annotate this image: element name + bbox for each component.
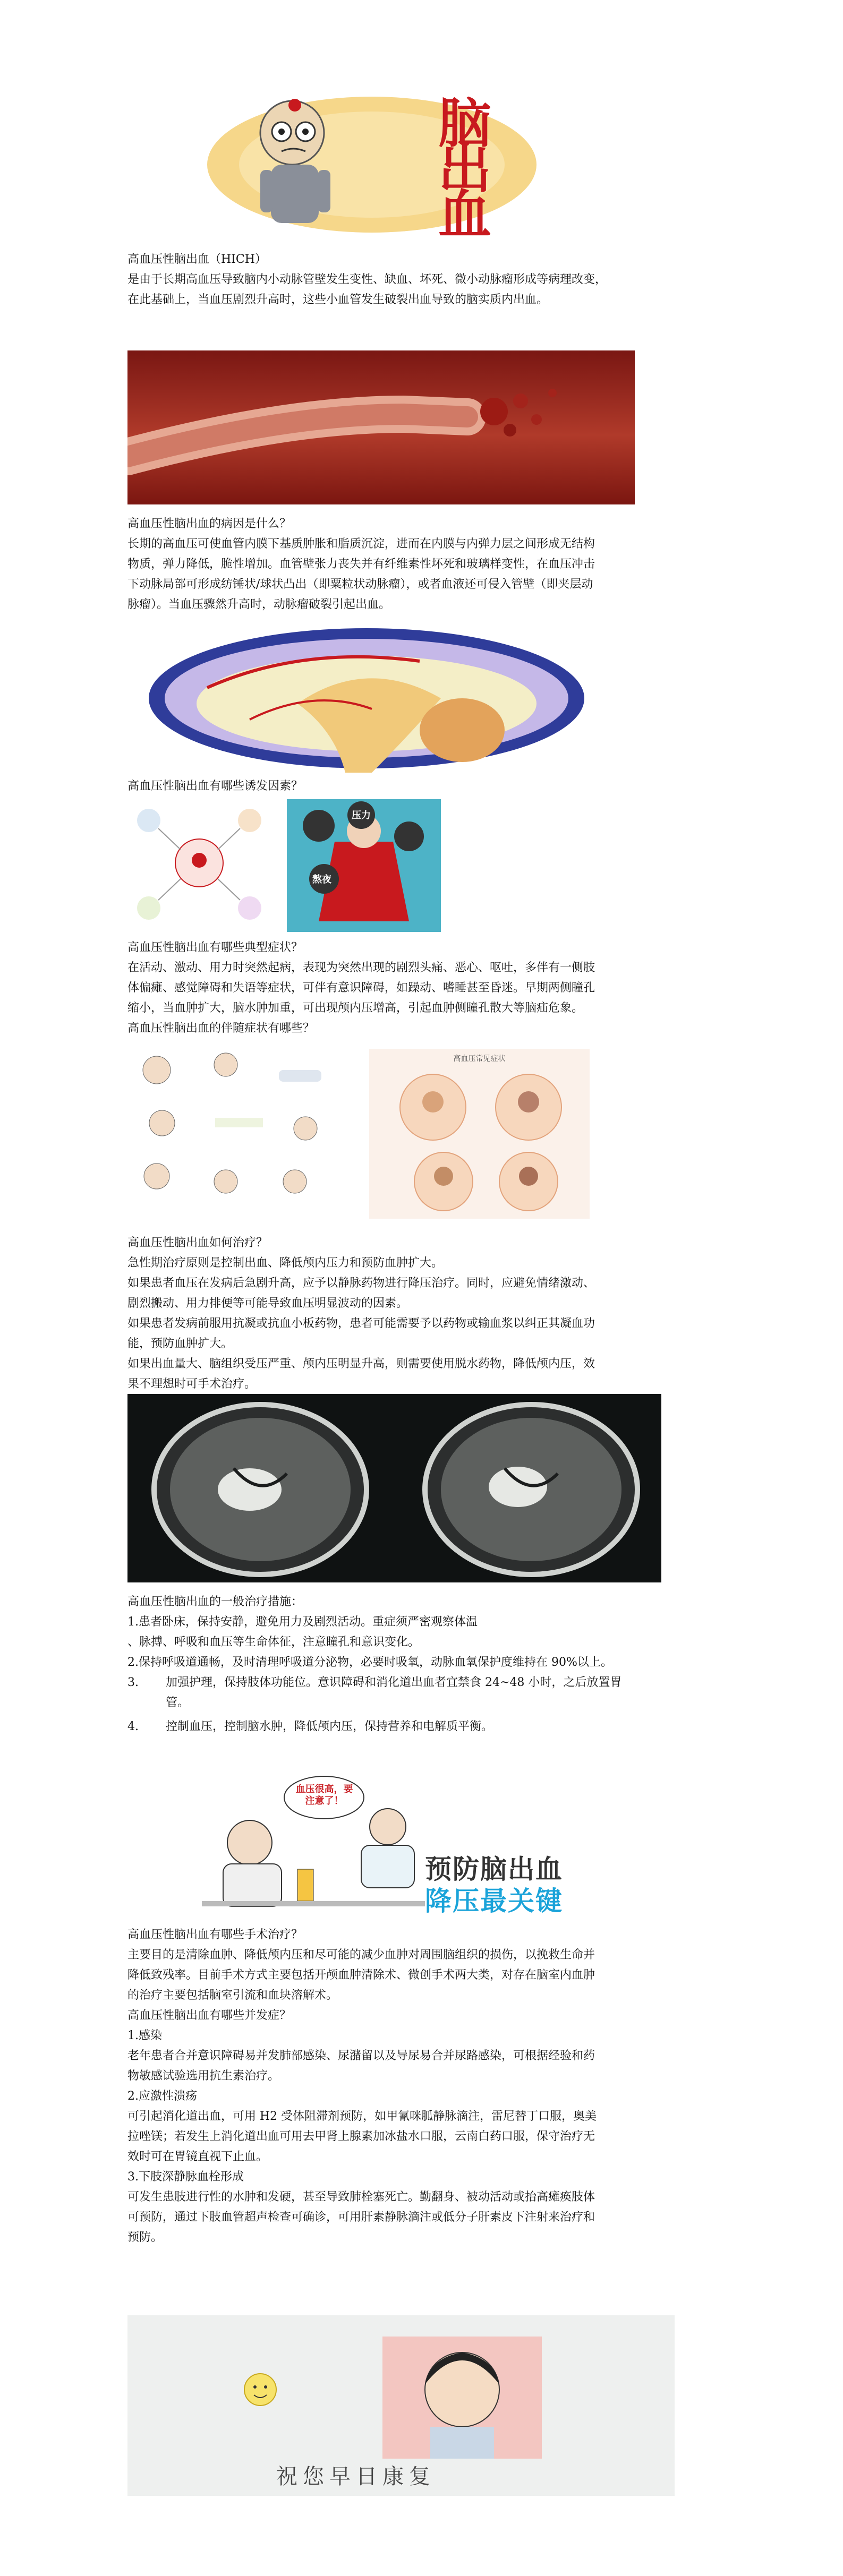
brain-illustration [143, 624, 592, 773]
prevention-banner [202, 1768, 606, 1914]
list-item-text: 保持呼吸道通畅，及时清理呼吸道分泌物，必要时吸氧，动脉血氧保护度维持在 90%以上。 [139, 1656, 612, 1669]
trigger-label-late-night: 熬夜 [312, 874, 331, 885]
closing-text: 祝您早日康复 [276, 2464, 436, 2489]
section-complications [127, 2006, 722, 2248]
paragraph-line: 预防。 [127, 2231, 163, 2244]
section-symptoms [127, 938, 722, 1039]
closing-banner [127, 2315, 675, 2496]
list-item [127, 1612, 722, 1632]
paragraph-line: 下动脉局部可形成纺锤状/球状凸出（即粟粒状动脉瘤），或者血液还可侵入管壁（即夹层动 [127, 578, 593, 591]
paragraph-line: 主要目的是清除血肿、降低颅内压和尽可能的减少血肿对周围脑组织的损伤，以挽救生命并 [127, 1948, 595, 1962]
paragraph-line: 的治疗主要包括脑室引流和血块溶解术。 [127, 1989, 338, 2002]
list-item-text: 、脉搏、呼吸和血压等生命体征，注意瞳孔和意识变化。 [127, 1636, 420, 1649]
paragraph-line: 降低致残率。目前手术方式主要包括开颅血肿清除术、微创手术两大类，对存在脑室内血肿 [127, 1969, 595, 1982]
list-item-number: 4. [127, 1720, 139, 1733]
symptoms-people-illustration [369, 1049, 590, 1219]
section-surgery [127, 1925, 722, 2006]
paragraph-line: 如果出血量大、脑组织受压严重、颅内压明显升高，则需要使用脱水药物，降低颅内压，效 [127, 1357, 595, 1371]
symptoms-image-title: 高血压常见症状 [453, 1055, 506, 1063]
complication-heading: 3.下肢深静脉血栓形成 [127, 2170, 244, 2184]
paragraph-line: 可发生患肢进行性的水肿和发硬，甚至导致肺栓塞死亡。勤翻身、被动活动或抬高瘫痪肢体 [127, 2190, 595, 2204]
paragraph-line: 剧烈搬动、用力排便等可能导致血压明显波动的因素。 [127, 1297, 408, 1310]
paragraph-line: 物敏感试验选用抗生素治疗。 [127, 2069, 280, 2083]
paragraph-line: 果不理想时可手术治疗。 [127, 1377, 257, 1391]
hero-logo-text [398, 92, 531, 239]
paragraph-line: 如果患者发病前服用抗凝或抗血小板药物，患者可能需要予以药物或输血浆以纠正其凝血功 [127, 1317, 595, 1330]
paragraph-line: 老年患者合并意识障碍易并发肺部感染、尿潴留以及导尿易合并尿路感染，可根据经验和药 [127, 2049, 595, 2062]
section-title: 高血压性脑出血有哪些手术治疗？ [127, 1928, 303, 1941]
paragraph-line: 可引起消化道出血，可用 H2 受体阻滞剂预防，如甲氰咪胍静脉滴注，雷尼替丁口服，奥美 [127, 2110, 597, 2123]
stress-illustration [287, 799, 441, 932]
paragraph-line: 缩小，当血肿扩大，脑水肿加重，可出现颅内压增高，引起血肿侧瞳孔散大等脑疝危象。 [127, 1002, 584, 1015]
hero-logo-char: 脑 [438, 92, 491, 155]
complication-heading: 2.应激性溃疡 [127, 2090, 197, 2103]
section-triggers [127, 776, 722, 797]
symptoms-icons-grid [135, 1049, 348, 1219]
section-intro [127, 250, 722, 310]
paragraph-line: 是由于长期高血压导致脑内小动脉管壁发生变性、缺血、坏死、微小动脉瘤形成等病理改变， [127, 273, 607, 286]
speech-bubble-text: 血压很高，要注意了！ [295, 1784, 353, 1806]
list-item [127, 1632, 722, 1653]
paragraph-line: 可预防，通过下肢血管超声检查可确诊，可用肝素静脉滴注或低分子肝素皮下注射来治疗和 [127, 2211, 595, 2224]
section-title: 高血压性脑出血有哪些并发症？ [127, 2009, 292, 2022]
paragraph-line: 在活动、激动、用力时突然起病，表现为突然出现的剧烈头痛、恶心、呕吐，多伴有一侧肢 [127, 961, 595, 974]
list-item [127, 1717, 722, 1737]
list-item-text: 加强护理，保持肢体功能位。意识障碍和消化道出血者宜禁食 24~48 小时，之后放置胃 [166, 1676, 622, 1689]
list-item [127, 1653, 722, 1673]
hero-illustration [202, 85, 542, 239]
banner-line-2: 降压最关键 [425, 1886, 563, 1914]
list-item-text: 1. [127, 1615, 139, 1629]
section-title: 高血压性脑出血的病因是什么？ [127, 517, 292, 530]
section-title: 高血压性脑出血如何治疗？ [127, 1236, 268, 1250]
paragraph-line: 如果患者血压在发病后急剧升高，应予以静脉药物进行降压治疗。同时，应避免情绪激动、 [127, 1277, 595, 1290]
section-title: 高血压性脑出血有哪些诱发因素？ [127, 780, 303, 793]
list-item-text: 患者卧床，保持安静，避免用力及剧烈活动。重症须严密观察体温 [139, 1615, 478, 1629]
list-item-text: 管。 [166, 1696, 190, 1709]
section-title: 高血压性脑出血的一般治疗措施： [127, 1595, 303, 1608]
section-title: 高血压性脑出血有哪些典型症状？ [127, 941, 303, 954]
paragraph-line: 体偏瘫、感觉障碍和失语等症状，可伴有意识障碍，如躁动、嗜睡甚至昏迷。早期两侧瞳孔 [127, 981, 595, 995]
section-general [127, 1592, 722, 1612]
paragraph-line: 能，预防血肿扩大。 [127, 1337, 233, 1350]
paragraph-line: 脉瘤）。当血压骤然升高时，动脉瘤破裂引起出血。 [127, 598, 391, 611]
paragraph-line: 长期的高血压可使血管内膜下基质肿胀和脂质沉淀，进而在内膜与内弹力层之间形成无结构 [127, 537, 595, 551]
section-title: 高血压性脑出血（HICH） [127, 253, 267, 266]
ct-scan-image [127, 1394, 661, 1582]
section-subtitle: 高血压性脑出血的伴随症状有哪些？ [127, 1022, 315, 1035]
vessel-rupture-image [127, 350, 635, 504]
paragraph-line: 在此基础上，当血压剧烈升高时，这些小血管发生破裂出血导致的脑实质内出血。 [127, 293, 549, 306]
list-item-text: 2. [127, 1656, 139, 1669]
section-causes [127, 514, 722, 615]
paragraph-line: 效时可在胃镜直视下止血。 [127, 2150, 268, 2163]
paragraph-line: 拉唑镁；若发生上消化道出血可用去甲肾上腺素加冰盐水口服，云南白药口服，保守治疗无 [127, 2130, 595, 2143]
trigger-factors-diagram [127, 799, 271, 929]
hero-logo-char: 出 [438, 138, 491, 200]
list-item-number: 3. [127, 1676, 139, 1689]
banner-line-1: 预防脑出血 [425, 1854, 563, 1884]
section-treatment [127, 1233, 722, 1394]
list-item [127, 1693, 722, 1713]
paragraph-line: 急性期治疗原则是控制出血、降低颅内压力和预防血肿扩大。 [127, 1256, 444, 1270]
complication-heading: 1.感染 [127, 2029, 162, 2042]
list-item [127, 1673, 722, 1693]
paragraph-line: 物质，弹力降低，脆性增加。血管壁张力丧失并有纤维素性坏死和玻璃样变性，在血压冲击 [127, 558, 595, 571]
list-item-text: 控制血压，控制脑水肿，降低颅内压，保持营养和电解质平衡。 [166, 1720, 493, 1733]
trigger-label-pressure: 压力 [352, 810, 371, 821]
hero-logo-char: 血 [438, 184, 491, 239]
